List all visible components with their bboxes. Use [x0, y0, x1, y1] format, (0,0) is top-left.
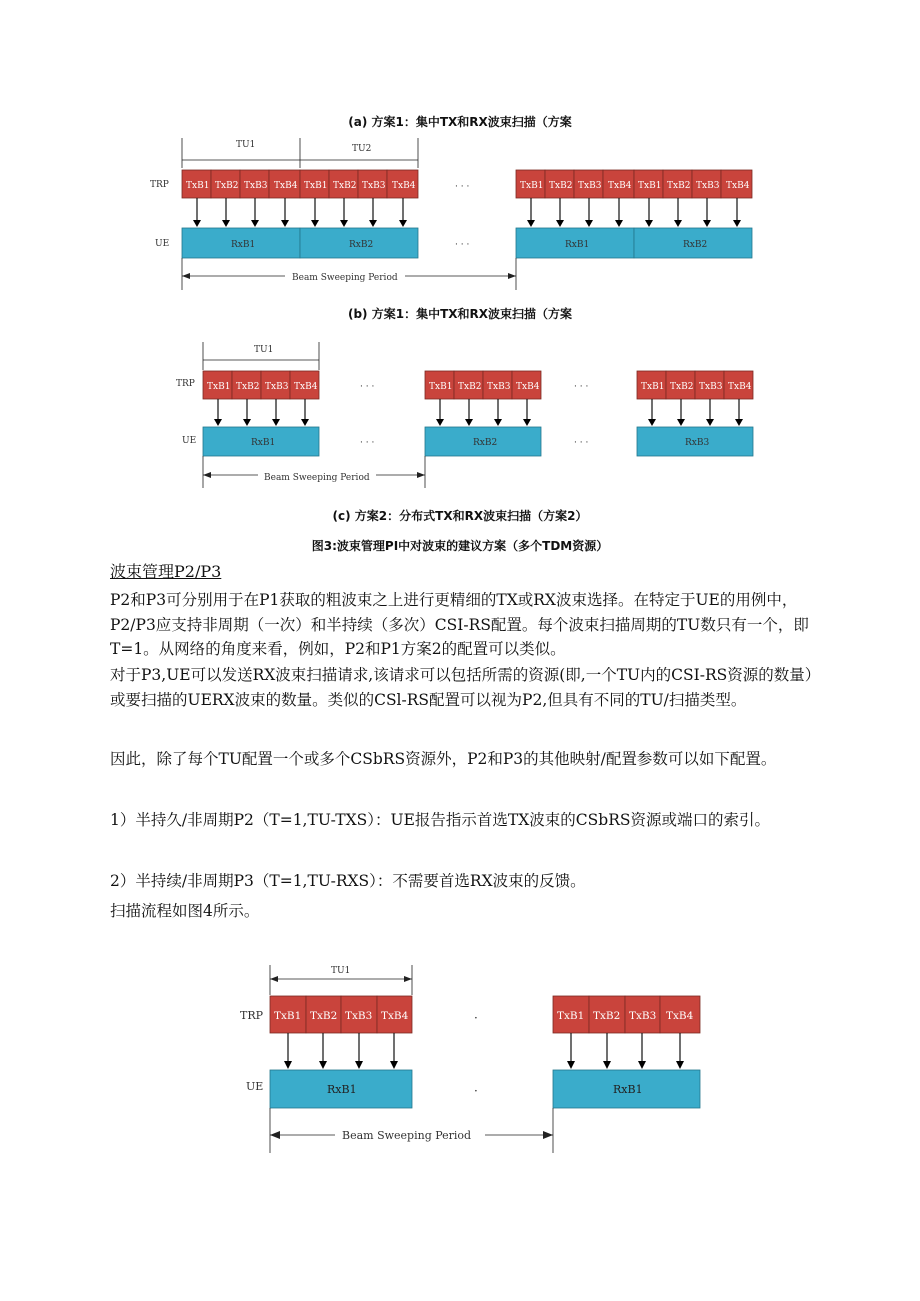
rx-label: RxB1 [613, 1083, 643, 1096]
trp-label: TRP [240, 1009, 264, 1022]
beam-sweeping-period-label: Beam Sweeping Period [292, 273, 398, 283]
tu1-label: TU1 [236, 140, 256, 150]
tx-label: TxB3 [345, 1010, 373, 1022]
tx-label: TxB4 [666, 1010, 694, 1022]
caption-b: (b) 方案1：集中TX和RX波束扫描（方案 [347, 307, 573, 321]
list-item-p3: 2）半持续/非周期P3（T=1,TU-RXS）：不需要首选RX波束的反馈。 [110, 872, 586, 890]
paragraph-p2-p3-intro: P2和P3可分别用于在P1获取的粗波束之上进行更精细的TX或RX波束选择。在特定于UE的用例中，P2/P3应支持非周期（一次）和半持续（多次）CSI-RS配置。每个波束扫描周期的TU数只有一个，即T=1。从网络的角度来看，例如，P2和P1方案2的配置可以类似。 [110, 591, 809, 658]
paragraph-p3-request: 对于P3,UE可以发送RX波束扫描请求,该请求可以包括所需的资源(即,一个TU内的CSI-RS资源的数量）或要扫描的UERX波束的数量。类似的CSl-RS配置可以视为P2,但具有不同的TU/扫描类型。 [110, 666, 821, 709]
ue-label: UE [246, 1080, 264, 1093]
tx-label: TxB1 [557, 1010, 585, 1022]
rx-label: RxB1 [565, 240, 590, 250]
tx-label: TxB3 [696, 181, 720, 191]
tx-label: TxB3 [244, 181, 268, 191]
tx-label: TxB2 [667, 181, 691, 191]
rx-label: RxB1 [231, 240, 256, 250]
tx-label: TxB1 [641, 382, 665, 392]
paragraph-figure4-ref: 扫描流程如图4所示。 [110, 902, 260, 920]
tu1-label: TU1 [254, 345, 274, 355]
paragraph-config: 因此，除了每个TU配置一个或多个CSbRS资源外，P2和P3的其他映射/配置参数可以如下配置。 [110, 750, 777, 768]
tx-label: TxB2 [549, 181, 573, 191]
ellipsis: · · · [574, 382, 589, 392]
caption-c: (c) 方案2：分布式TX和RX波束扫描（方案2） [332, 509, 588, 523]
tx-label: TxB1 [186, 181, 210, 191]
tu1-label: TU1 [331, 966, 351, 976]
ellipsis: · · · [574, 438, 589, 448]
trp-label: TRP [150, 180, 169, 190]
rx-label: RxB1 [251, 438, 276, 448]
ellipsis: · [474, 1084, 478, 1098]
rx-label: RxB2 [683, 240, 708, 250]
tx-label: TxB3 [699, 382, 723, 392]
ellipsis: · [474, 1011, 478, 1025]
tx-label: TxB2 [458, 382, 482, 392]
section-heading: 波束管理P2/P3 [110, 562, 222, 581]
trp-label: TRP [176, 379, 195, 389]
tx-label: TxB3 [629, 1010, 657, 1022]
tx-label: TxB4 [726, 181, 750, 191]
beam-sweeping-period-label: Beam Sweeping Period [342, 1129, 472, 1142]
tx-label: TxB3 [487, 382, 511, 392]
tx-label: TxB1 [429, 382, 453, 392]
caption-a: (a) 方案1：集中TX和RX波束扫描（方案 [348, 115, 572, 129]
tx-label: TxB1 [304, 181, 328, 191]
beam-arrows [284, 1033, 684, 1069]
tx-label: TxB2 [593, 1010, 621, 1022]
tx-label: TxB3 [362, 181, 386, 191]
tx-label: TxB2 [670, 382, 694, 392]
tx-label: TxB2 [310, 1010, 338, 1022]
tx-label: TxB2 [333, 181, 357, 191]
tx-label: TxB4 [608, 181, 632, 191]
tx-label: TxB3 [265, 382, 289, 392]
tx-label: TxB1 [207, 382, 231, 392]
ellipsis: · · · [360, 382, 375, 392]
list-item-p2: 1）半持久/非周期P2（T=1,TU-TXS）：UE报告指示首选TX波束的CSbRS资源或端口的索引。 [110, 811, 770, 829]
tx-label: TxB2 [236, 382, 260, 392]
tx-label: TxB4 [274, 181, 298, 191]
tx-label: TxB4 [728, 382, 752, 392]
tx-label: TxB1 [638, 181, 662, 191]
tu2-label: TU2 [352, 144, 372, 154]
tx-label: TxB1 [274, 1010, 302, 1022]
tx-label: TxB4 [381, 1010, 409, 1022]
tx-label: TxB4 [392, 181, 416, 191]
tx-label: TxB2 [215, 181, 239, 191]
tx-label: TxB4 [516, 382, 540, 392]
ellipsis: · · · [455, 182, 470, 192]
beam-sweeping-period-label: Beam Sweeping Period [264, 473, 370, 483]
rx-label: RxB3 [685, 438, 710, 448]
tx-label: TxB3 [578, 181, 602, 191]
rx-label: RxB1 [327, 1083, 357, 1096]
ellipsis: · · · [360, 438, 375, 448]
ue-label: UE [182, 436, 197, 446]
figure3-caption: 图3:波束管理PI中对波束的建议方案（多个TDM资源） [311, 539, 609, 553]
ellipsis: · · · [455, 240, 470, 250]
tx-label: TxB4 [294, 382, 318, 392]
tx-label: TxB1 [520, 181, 544, 191]
ue-label: UE [155, 239, 170, 249]
rx-label: RxB2 [349, 240, 374, 250]
rx-label: RxB2 [473, 438, 498, 448]
